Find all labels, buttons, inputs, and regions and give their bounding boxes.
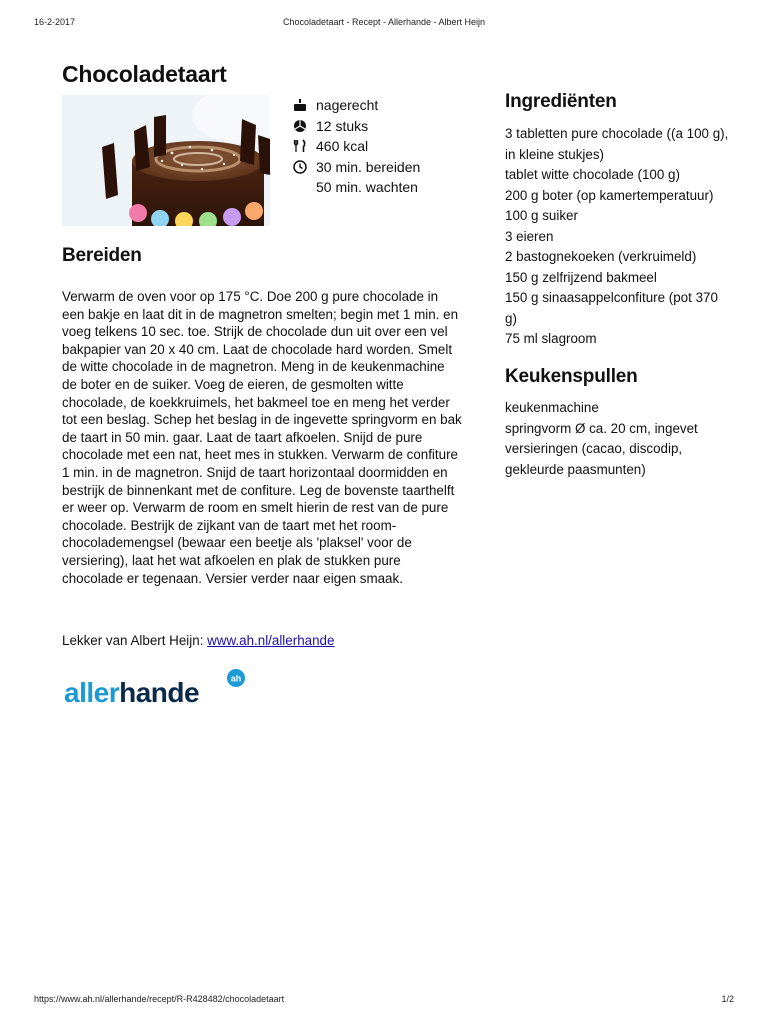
bereiden-heading: Bereiden bbox=[62, 245, 142, 266]
ingredient-item: 200 g boter (op kamertemperatuur) bbox=[505, 187, 714, 203]
meta-energy-text: 460 kcal bbox=[316, 138, 369, 154]
clock-icon bbox=[293, 157, 316, 177]
keukenspullen-heading: Keukenspullen bbox=[505, 366, 638, 387]
ah-badge-text: ah bbox=[230, 673, 242, 684]
ingredient-item: 2 bastognekoeken (verkruimeld) bbox=[505, 249, 697, 264]
ingredient-item: 100 g suiker bbox=[505, 208, 578, 223]
ingredient-item: 3 tabletten pure chocolade ((a 100 g), in kleine stukjes) bbox=[505, 126, 729, 162]
meta-prep-time: 30 min. bereiden bbox=[316, 158, 421, 175]
tool-item: keukenmachine bbox=[505, 400, 599, 415]
pie-icon bbox=[293, 116, 316, 136]
credit-line bbox=[62, 632, 334, 650]
allerhande-logo bbox=[64, 668, 250, 708]
recipe-photo bbox=[62, 95, 270, 226]
meta-time bbox=[293, 157, 483, 178]
credit-prefix: Lekker van Albert Heijn: bbox=[62, 633, 208, 648]
ingredient-item: 150 g zelfrijzend bakmeel bbox=[505, 269, 657, 285]
meta-wait-time: 50 min. wachten bbox=[316, 179, 418, 195]
meta-servings-text: 12 stuks bbox=[316, 117, 369, 134]
allerhande-link[interactable]: www.ah.nl/allerhande bbox=[207, 633, 335, 648]
tool-item: versieringen (cacao, discodip, gekleurde paasmunten) bbox=[505, 441, 683, 477]
cake-photo-illustration bbox=[62, 95, 270, 226]
bereiden-text: Verwarm de oven voor op 175 °C. Doe 200 g pure chocolade in een bakje en laat dit in de magnetron smelten; begin met 1 min. en voeg telkens 10 sec. toe. Strijk de chocolade dun uit over een vel bakpapier van 20 x 40 cm. Laat de chocolade hard worden. Smelt de witte chocolade in de magnetron. Meng in de keukenmachine de boter en de suiker. Voeg de eieren, de gesmolten witte chocolade, de koekkruimels, het bakmeel toe en meng het verder tot een beslag. Schep het beslag in de ingevette springvorm en bak de taart in 50 min. gaar. Laat de taart afkoelen. Snijd de pure chocolade met een nat, heet mes in stukken. Verwarm de confiture 1 min. in de magnetron. Snijd de taart horizontaal doormidden en bestrijk de binnenkant met de confiture. Leg de bovenste taarthelft er weer op. Verwarm de room en smelt hierin de rest van de pure chocolade. Bestrijk de zijkant van de taart met het room-chocolademengsel (bewaar een beetje als 'plaksel' voor de versiering), laat het wat afkoelen en plak de stukken pure chocolade er tegenaan. Versier verder naar eigen smaak. bbox=[62, 289, 462, 586]
recipe-meta bbox=[293, 95, 483, 198]
print-date: 16-2-2017 bbox=[34, 17, 76, 27]
page-number: 1/2 bbox=[721, 994, 734, 1004]
ingredient-item: 3 eieren bbox=[505, 228, 554, 244]
meta-servings bbox=[293, 116, 483, 137]
tools-list bbox=[505, 398, 733, 480]
print-title: Chocoladetaart - Recept - Allerhande - Albert Heijn bbox=[282, 17, 486, 27]
meta-course-text: nagerecht bbox=[316, 97, 379, 113]
tool-item: springvorm Ø ca. 20 cm, ingevet bbox=[505, 420, 698, 436]
cake-icon bbox=[293, 95, 316, 115]
logo-text-hande: hande bbox=[119, 677, 200, 708]
recipe-title: Chocoladetaart bbox=[62, 61, 227, 87]
ingredient-list bbox=[505, 124, 733, 350]
cutlery-icon bbox=[293, 136, 316, 156]
svg-text:allerhande bbox=[64, 677, 199, 708]
ingredient-item: 75 ml slagroom bbox=[505, 331, 597, 346]
ingredient-item: 150 g sinaasappelconfiture (pot 370 g) bbox=[505, 290, 718, 326]
logo-text-aller: aller bbox=[64, 677, 120, 708]
ingredient-item: tablet witte chocolade (100 g) bbox=[505, 167, 680, 182]
ingredienten-heading: Ingrediënten bbox=[505, 91, 617, 112]
print-url: https://www.ah.nl/allerhande/recept/R-R428482/chocoladetaart bbox=[34, 994, 285, 1004]
meta-energy bbox=[293, 136, 483, 157]
meta-course bbox=[293, 95, 483, 116]
